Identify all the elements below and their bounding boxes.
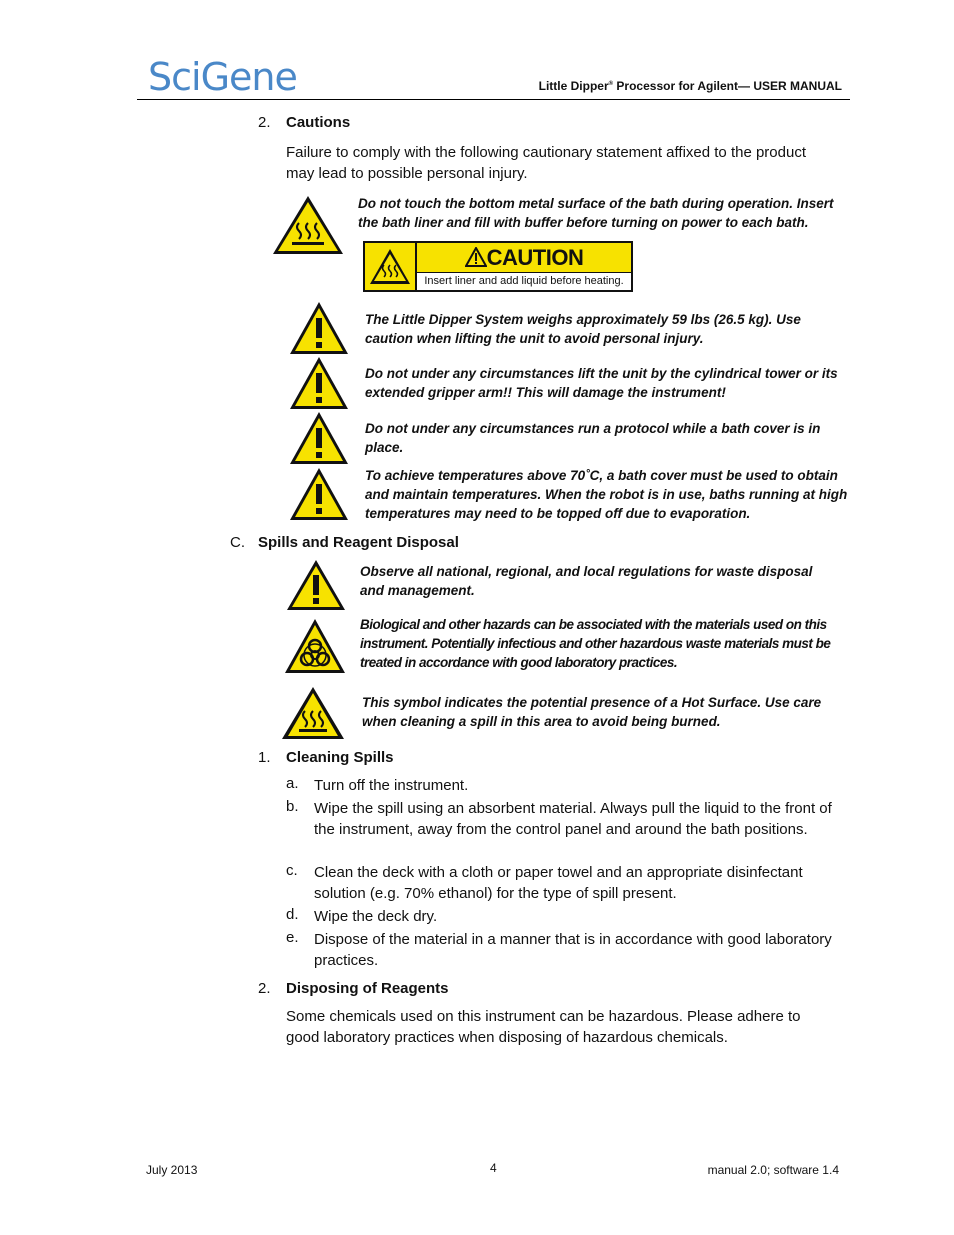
- cautions-intro: Failure to comply with the following cautionary statement affixed to the product may lead to possible personal injury.: [286, 144, 806, 182]
- list-item: Clean the deck with a cloth or paper towel and an appropriate disinfectant solution (e.g. 70% ethanol) for the type of spill present.: [314, 864, 803, 902]
- list-marker: b.: [286, 798, 299, 815]
- hot-surface-icon: [365, 243, 415, 290]
- caution-label-icon-box: [365, 243, 417, 290]
- list-marker: c.: [286, 862, 298, 879]
- title-rest: Processor for Agilent— USER MANUAL: [613, 79, 842, 93]
- cautions-heading: Cautions: [286, 114, 351, 131]
- weight-warning-text: The Little Dipper System weighs approximately 59 lbs (26.5 kg). Use caution when lifting the unit to avoid personal injury.: [365, 312, 801, 346]
- warning-triangle-icon: [288, 466, 350, 522]
- exclamation-triangle-icon: [465, 247, 487, 267]
- regulations-warning-text: Observe all national, regional, and local regulations for waste disposal and management.: [360, 564, 813, 598]
- manual-title: [539, 79, 842, 93]
- disposing-text: Some chemicals used on this instrument can be hazardous. Please adhere to good laboratory practices when disposing of hazardous chemicals.: [286, 1008, 801, 1046]
- biohazard-icon: [283, 617, 347, 675]
- list-item: Turn off the instrument.: [314, 777, 469, 794]
- footer-version: manual 2.0; software 1.4: [707, 1163, 839, 1177]
- warning-triangle-icon: [288, 355, 350, 411]
- scigene-logo: SciGene: [148, 55, 297, 99]
- list-item: Wipe the spill using an absorbent material. Always pull the liquid to the front of the instrument, away from the control panel and around the bath positions.: [314, 800, 832, 838]
- title-product: Little Dipper: [538, 79, 609, 93]
- spills-letter: C.: [230, 534, 245, 551]
- hot-surface-warning-icon: [280, 685, 346, 741]
- hot-surface-warning-icon: [270, 193, 346, 257]
- warning-triangle-icon: [285, 558, 347, 612]
- biohazard-warning-text: Biological and other hazards can be associated with the materials used on this instrument. Potentially infectious and other hazardous waste materials must be treated in accordance with good laboratory practices.: [360, 617, 831, 670]
- footer-date: July 2013: [146, 1163, 198, 1177]
- page-number: 4: [490, 1161, 497, 1175]
- header-rule: [137, 99, 850, 100]
- hot-surface-spill-warning-text: This symbol indicates the potential presence of a Hot Surface. Use care when cleaning a spill in this area to avoid being burned.: [362, 695, 822, 729]
- caution-label-title: CAUTION: [486, 245, 584, 270]
- warning-triangle-icon: [288, 410, 350, 466]
- list-marker: a.: [286, 775, 299, 792]
- spills-heading: Spills and Reagent Disposal: [258, 534, 459, 551]
- disposing-heading: Disposing of Reagents: [286, 980, 449, 997]
- caution-label: [363, 241, 633, 292]
- registered-mark: ®: [608, 81, 614, 87]
- warning-triangle-icon: [288, 300, 350, 356]
- list-item: Wipe the deck dry.: [314, 908, 438, 925]
- cautions-number: 2.: [258, 114, 271, 131]
- hot-warning-text: Do not touch the bottom metal surface of the bath during operation. Insert the bath liner and fill with buffer before turning on power to each bath.: [358, 196, 834, 230]
- caution-label-sub: Insert liner and add liquid before heating.: [424, 275, 624, 287]
- lift-warning-text: Do not under any circumstances lift the unit by the cylindrical tower or its extended gripper arm!! This will damage the instrument!: [365, 366, 838, 400]
- caution-label-band: [417, 243, 631, 273]
- cleaning-heading: Cleaning Spills: [286, 749, 394, 766]
- cleaning-number: 1.: [258, 749, 271, 766]
- list-item: Dispose of the material in a manner that is in accordance with good laboratory practices.: [314, 931, 832, 969]
- temperature-warning-text: To achieve temperatures above 70˚C, a bath cover must be used to obtain and maintain temperatures. When the robot is in use, baths running at high temperatures may need to be topped off due to evaporation.: [365, 468, 848, 521]
- cover-warning-text: Do not under any circumstances run a protocol while a bath cover is in place.: [365, 421, 821, 455]
- list-marker: e.: [286, 929, 299, 946]
- list-marker: d.: [286, 906, 299, 923]
- disposing-number: 2.: [258, 980, 271, 997]
